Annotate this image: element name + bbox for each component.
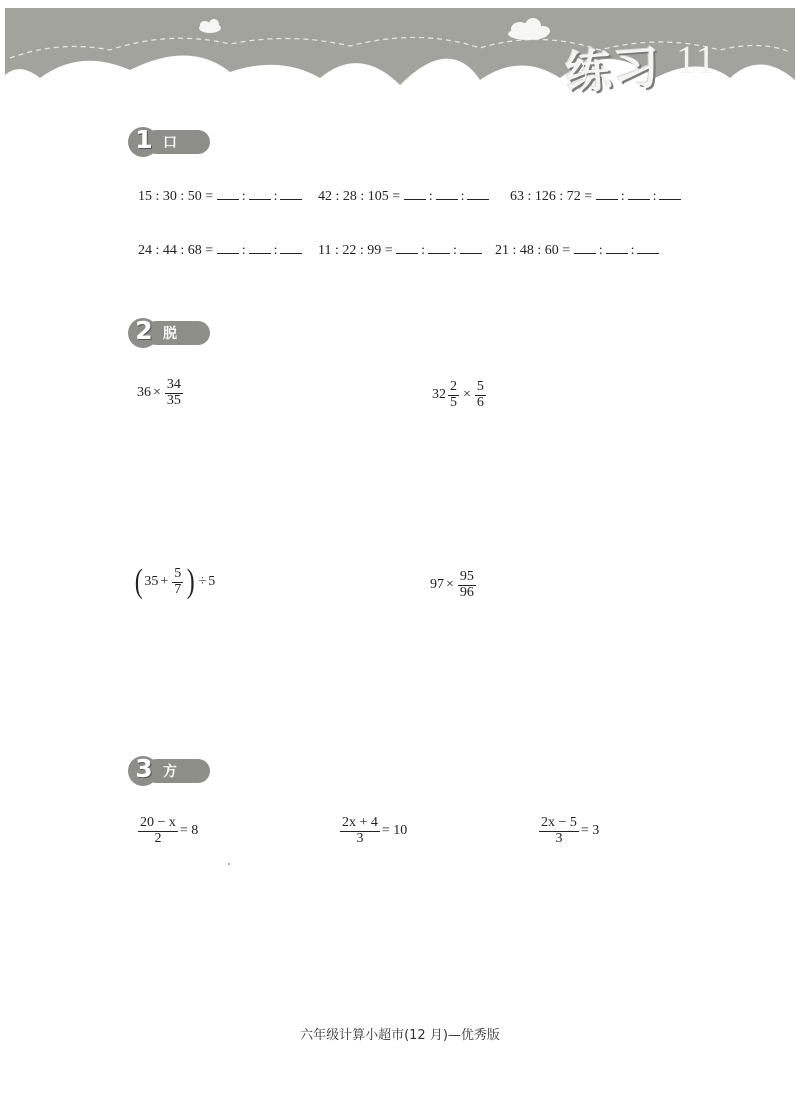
expression: 32 $\frac{2}{5}$ × $\frac{5}{6}$ [432, 379, 484, 410]
expression: ( 35 + $\frac{5}{7}$ ) ÷ 5 [134, 563, 216, 600]
expression: 97 × $\frac{95}{96}$ [430, 569, 474, 600]
section-number: 3 [135, 754, 153, 783]
section-label: 口算 [163, 135, 177, 171]
speck [228, 863, 230, 865]
exercise-number: 11 [676, 37, 717, 82]
oral-problem: 42 : 28 : 105 = : : [318, 187, 489, 205]
section-label: 脱式 [163, 326, 177, 362]
oral-problem: 15 : 30 : 50 = : : [138, 187, 302, 205]
oral-problem: 63 : 126 : 72 = : : [510, 187, 681, 205]
exercise-title: 练习 [563, 39, 663, 101]
oral-problem: 21 : 48 : 60 = : : [495, 241, 659, 259]
section-label: 方程 [163, 764, 177, 800]
equation: $\frac{20 - x}{2}$ = 8 [140, 815, 199, 846]
page-footer: 六年级计算小超市(12 月)—优秀版 [300, 1028, 500, 1043]
equation: $\frac{2x - 5}{3}$ = 3 [541, 815, 600, 846]
oral-problem: 24 : 44 : 68 = : : [138, 241, 302, 259]
header-banner [0, 0, 800, 140]
expression: 36 × $\frac{34}{35}$ [137, 377, 181, 408]
oral-problem: 11 : 22 : 99 = : : [318, 241, 482, 259]
section-number: 2 [135, 316, 153, 345]
equation: $\frac{2x + 4}{3}$ = 10 [342, 815, 408, 846]
section-number: 1 [135, 125, 153, 154]
